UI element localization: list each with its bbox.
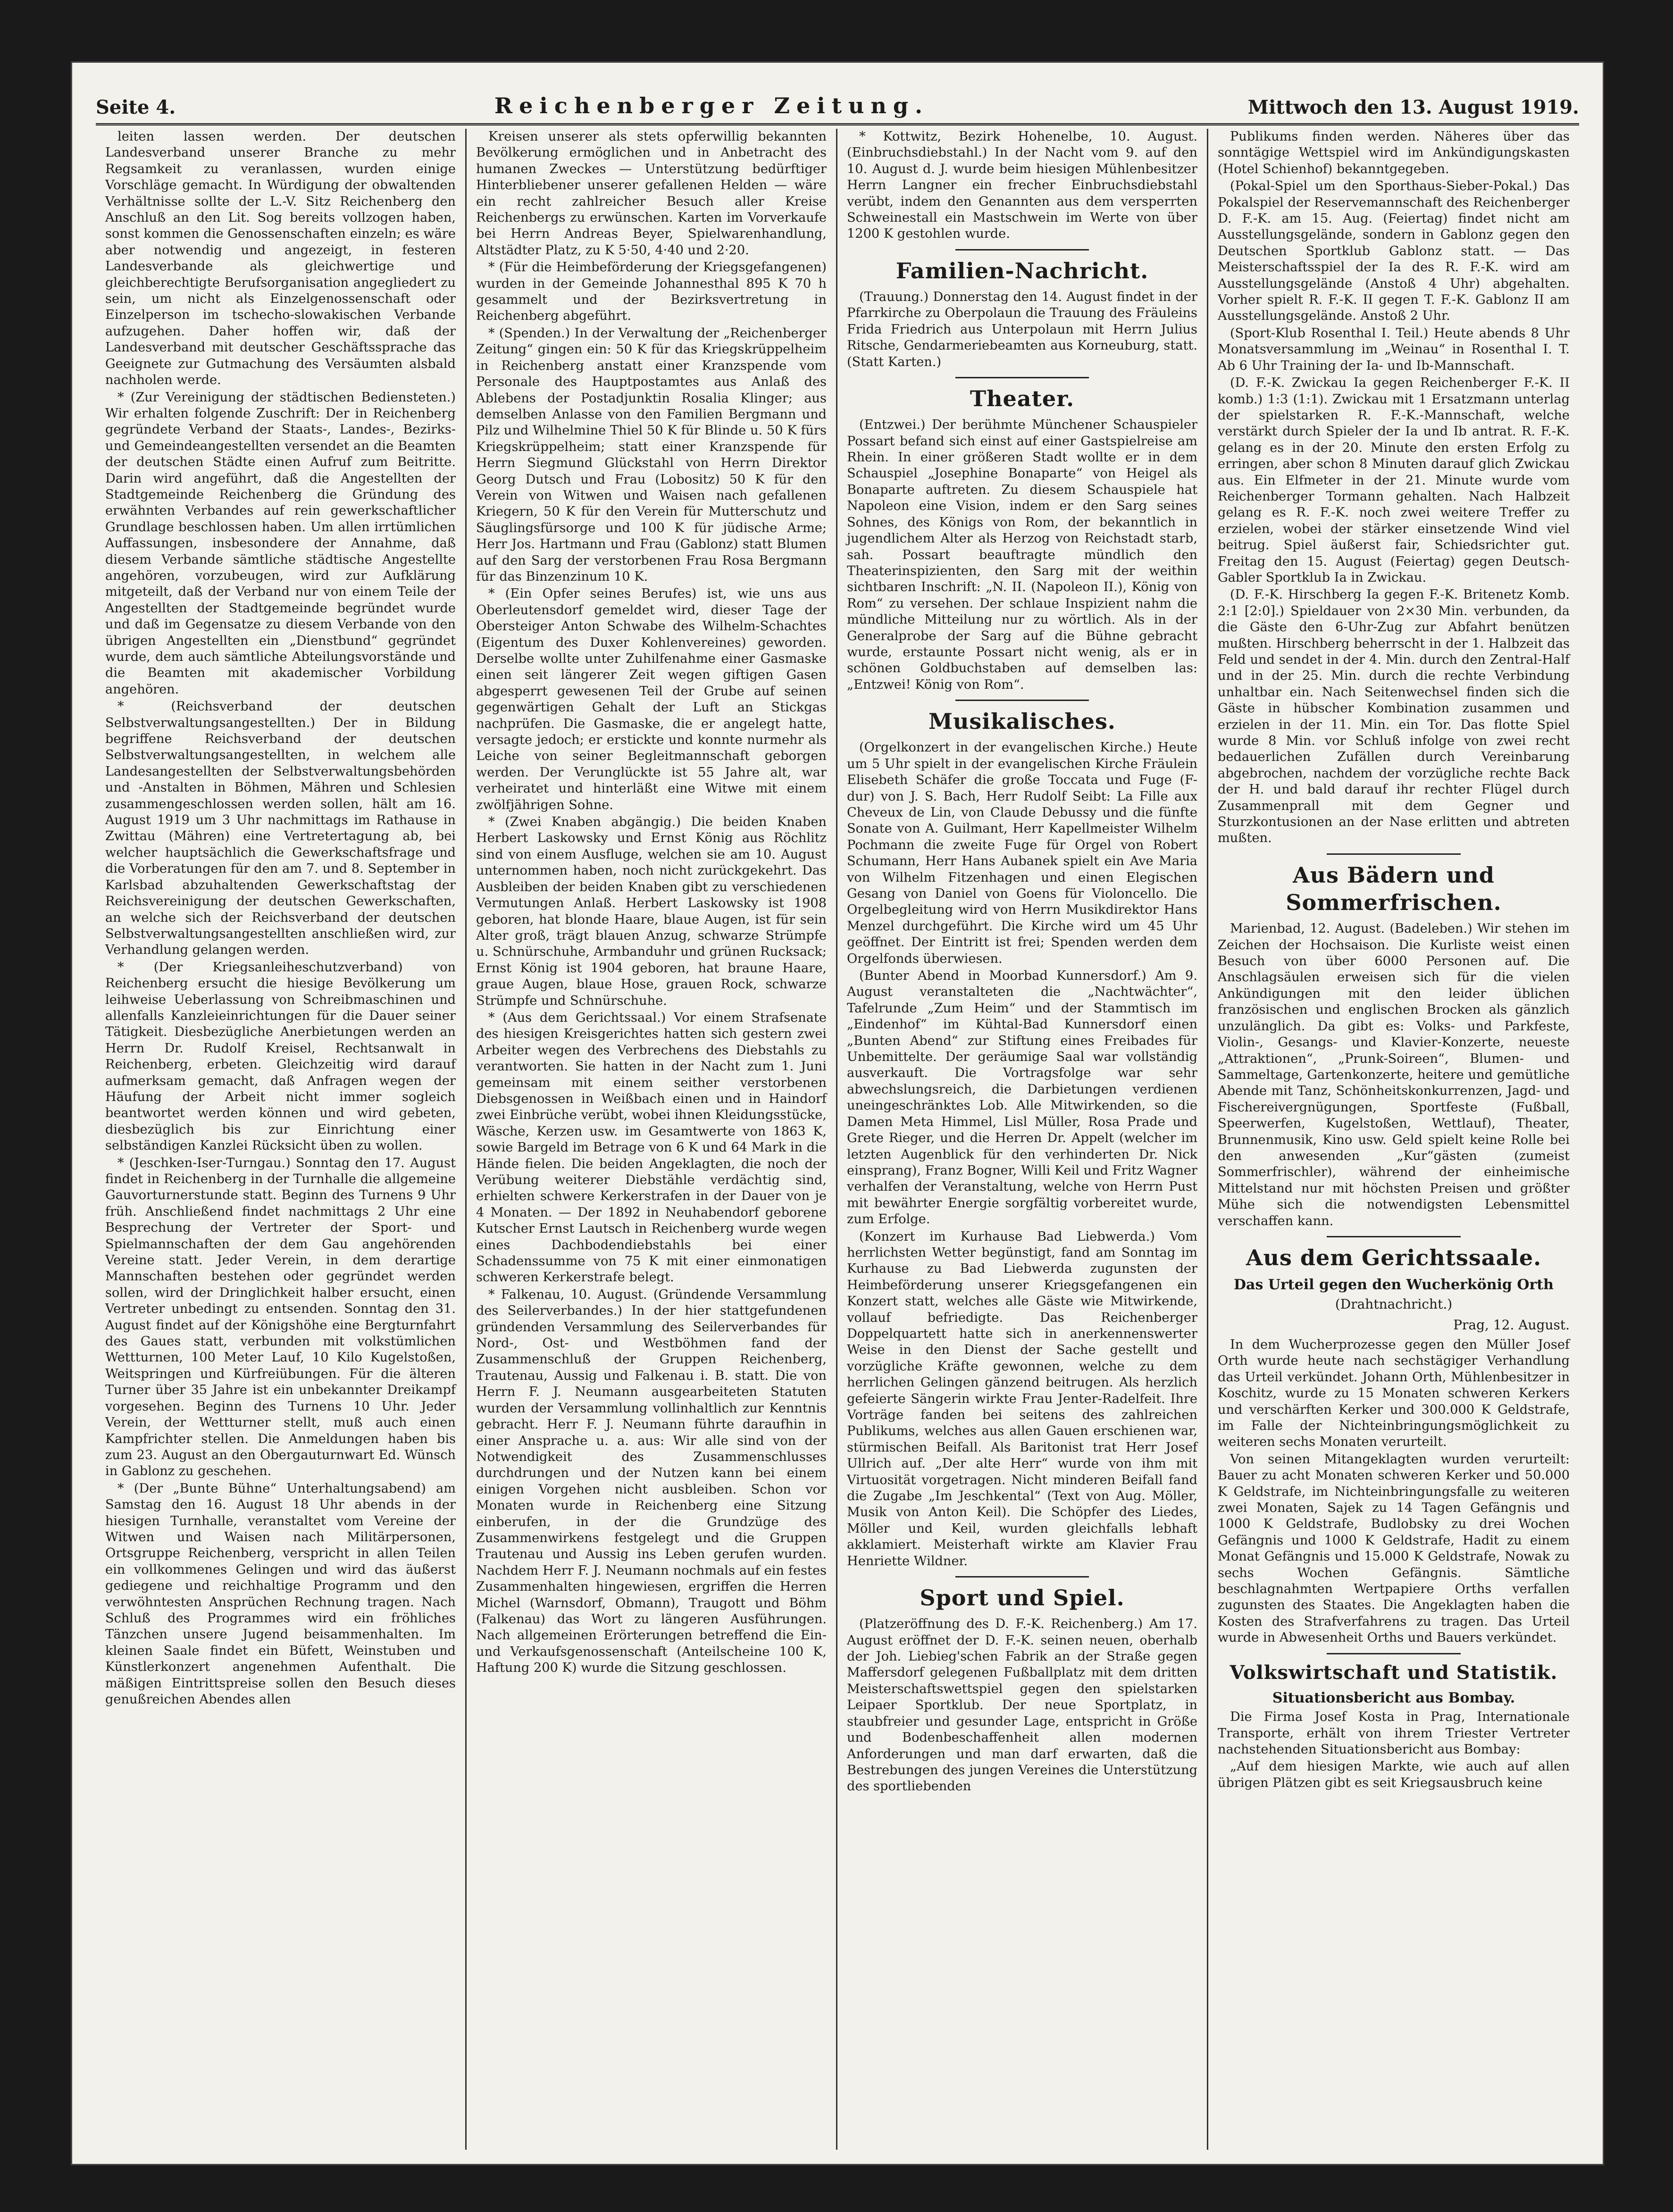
columns [96,129,1579,2150]
page-number: Seite 4. [96,96,176,118]
article-paragraph: In dem Wucherprozesse gegen den Müller Josef Orth wurde heute nach sechstägiger Verhandlung das Urteil verkündet. Johann Orth, Mühlenbesitzer in Koschitz, wurde zu 15 Monaten schweren Kerkers und verschärften Kerker und 300.000 K Geldstrafe, im Falle der Nichteinbringungsmöglichkeit zu weiteren sechs Monaten verurteilt. [1218,1337,1570,1450]
dateline: Prag, 12. August. [1453,1317,1570,1333]
newspaper-title: Reichenberger Zeitung. [494,93,929,118]
article-paragraph: * (Jeschken-Iser-Turngau.) Sonntag den 17. August findet in Reichenberg in der Turnhalle die allgemeine Gauvorturnerstunde statt. Beginn des Turnens 9 Uhr früh. Anschließend findet nachmittags 2 Uhr eine Besprechung der Vertreter der Sport- und Spielmannschaften der dem Gau angehörenden Vereine statt. Jeder Verein, in dem derartige Mannschaften bestehen oder gegründet werden sollen, wird der Dringlichkeit halber ersucht, einen Vertreter unbedingt zu entsenden. Sonntag den 31. August findet auf der Königshöhe eine Bergturnfahrt des Gaues statt, verbunden mit volkstümlichen Wettturnen, 100 Meter Lauf, 10 Kilo Kugelstoßen, Weitspringen und Kürfreiübungen. Für die älteren Turner über 35 Jahre ist ein unbekannter Dreikampf vorgesehen. Beginn des Turnens 10 Uhr. Jeder Verein, der Wettturner stellt, muß auch einen Kampfrichter stellen. Die Anmeldungen haben bis zum 23. August an den Obergauturnwart Ed. Wünsch in Gablonz zu geschehen. [105,1155,456,1479]
article-paragraph: „Auf dem hiesigen Markte, wie auch auf allen übrigen Plätzen gibt es seit Kriegsausbruch keine [1218,1759,1570,1790]
article-paragraph: (Platzeröffnung des D. F.-K. Reichenberg.) Am 17. August eröffnet der D. F.-K. seinen neuen, oberhalb der Joh. Liebieg'schen Fabrik an der Straße gegen Maffersdorf gelegenen Fußballplatz mit dem dritten Meisterschaftswettspiel gegen den spielstarken Leipaer Sportklub. Der neue Sportplatz, in staubfreier und gesunder Lage, entspricht in Größe und Bodenbeschaffenheit allen modernen Anforderungen und man darf erwarten, daß die Bestrebungen des jungen Vereines die Unterstützung des sportliebenden [847,1617,1197,1794]
article-paragraph: * (Der „Bunte Bühne“ Unterhaltungsabend) am Samstag den 16. August 18 Uhr abends in der hiesigen Turnhalle, veranstaltet vom Vereine der Witwen und Waisen nach Militärpersonen, Ortsgruppe Reichenberg, verspricht in allen Teilen ein vollkommenes Gelingen und wird das äußerst gediegene und reichhaltige Programm und den verwöhntesten Ansprüchen Rechnung tragen. Nach Schluß des Programmes wird ein fröhliches Tänzchen unsere Jugend beisammenhalten. Im kleinen Saale findet ein Büfett, Weinstuben und Künstlerkonzert angenehmen Aufenthalt. Die mäßigen Eintrittspreise sollen den Besuch dieses genußreichen Abendes allen [105,1481,456,1707]
article-paragraph: (D. F.-K. Zwickau Ia gegen Reichenberger F.-K. II komb.) 1:3 (1:1). Zwickau mit 1 Ersatzmann unterlag der spielstarken R. F.-K.-Mannschaft, welche verstärkt durch Spieler der Ia und Ib antrat. R. F.-K. gelang es in der 20. Minute den ersten Erfolg zu erringen, aber schon 8 Minuten darauf glich Zwickau aus. Ein Elfmeter in der 21. Minute wurde vom Reichenberger Tormann gehalten. Nach Halbzeit gelang es R. F.-K. noch zwei weitere Treffer zu erzielen, wobei der stärker einsetzende Wind viel beitrug. Spiel äußerst fair, Schiedsrichter gut. Freitag den 15. August (Feiertag) gegen Deutsch-Gabler Sportklub Ia in Zwickau. [1218,376,1570,585]
masthead [96,76,1579,125]
column-1 [96,129,467,2150]
article-paragraph: * Falkenau, 10. August. (Gründende Versammlung des Seilerverbandes.) In der hier stattgefundenen gründenden Versammlung des Seilerverbandes für Nord-, Ost- und Westböhmen fand der Zusammenschluß der Gruppen Reichenberg, Trautenau, Aussig und Falkenau i. B. statt. Die von Herrn F. J. Neumann ausgearbeiteten Statuten wurden der Versammlung vollinhaltlich zur Kenntnis gebracht. Herr F. J. Neumann führte daraufhin in einer Ansprache u. a. aus: Wir alle sind von der Notwendigkeit des Zusammenschlusses durchdrungen und der Nutzen kann bei einem einigen Vorgehen nicht ausbleiben. Schon vor Monaten wurde in Reichenberg eine Sitzung einberufen, in der die Grundzüge des Zusammenwirkens festgelegt und die Gruppen Trautenau und Aussig ins Leben gerufen wurden. Nachdem Herr F. J. Neumann nochmals auf ein festes Zusammenhalten hingewiesen, ergriffen die Herren Michel (Warnsdorf, Obmann), Traugott und Böhm (Falkenau) das Wort zu längeren Ausführungen. Nach allgemeinen Erörterungen betreffend die Ein- und Verkaufsgenossenschaft (Anteilscheine 100 K, Haftung 200 K) wurde die Sitzung geschlossen. [476,1287,827,1676]
newspaper-page [71,61,1604,2165]
article-paragraph: (Entzwei.) Der berühmte Münchener Schauspieler Possart befand sich einst auf einer Gastspielreise am Rhein. In einer größeren Stadt wollte er in dem Schauspiel „Josephine Bonaparte“ von Heigel als Bonaparte auftreten. Zu diesem Schauspiele hat Napoleon eine Vision, indem er den Sarg seines Sohnes, des Königs von Rom, der bekanntlich in jugendlichem Alter als Herzog von Reichstadt starb, sah. Possart beauftragte mündlich den Theaterinspizienten, den Sarg mit der weithin sichtbaren Inschrift: „N. II. (Napoleon II.), König von Rom“ zu versehen. Der schlaue Inspizient nahm die mündliche Mitteilung nur zu wörtlich. Als in der Generalprobe der Sarg auf die Bühne gebracht wurde, erstaunte Possart nicht wenig, als er in schönen Goldbuchstaben auf demselben las: „Entzwei! König von Rom“. [847,417,1197,692]
section-heading: Aus dem Gerichtssaale. [1246,1244,1542,1270]
article-paragraph: (Sport-Klub Rosenthal I. Teil.) Heute abends 8 Uhr Monatsversammlung im „Weinau“ in Rosenthal I. T. Ab 6 Uhr Training der Ia- und Ib-Mannschaft. [1218,326,1570,373]
section-heading: Familien-Nachricht. [895,258,1149,284]
article-paragraph: leiten lassen werden. Der deutschen Landesverband unserer Branche zu mehr Regsamkeit zu veranlassen, wurden einige Vorschläge gemacht. In Würdigung der obwaltenden Verhältnisse sollte der L.-V. Sitz Reichenberg den Anschluß an den Lit. Sog bereits vollzogen haben, sonst kommen die Genossenschaften einzeln; es wäre aber notwendig und angezeigt, in festeren Landesverbande als gleichwertige und gleichberechtigte Berufsorganisation angegliedert zu sein, um nicht als Einzelgenossenschaft oder Einzelperson im tschecho-slowakischen Verbande aufzugehen. Daher hoffen wir, daß der Landesverband mit deutscher Geschäftssprache das Geeignete zur Gutmachung des Versäumten alsbald nachholen werde. [105,129,456,388]
article-paragraph: Publikums finden werden. Näheres über das sonntägige Wettspiel wird im Ankündigungskasten (Hotel Schienhof) bekanntgegeben. [1218,129,1570,176]
article-paragraph: * (Ein Opfer seines Berufes) ist, wie uns aus Oberleutensdorf gemeldet wird, dieser Tage der Obersteiger Anton Schwabe des Wilhelm-Schachtes (Eigentum des Duxer Kohlenvereines) geworden. Derselbe wollte unter Zuhilfenahme einer Gasmaske einen seit längerer Zeit wegen giftigen Gasen abgesperrt gewesenen Teil der Grube auf seinen gegenwärtigen Gehalt der Luft an Stickgas nachprüfen. Die Gasmaske, die er angelegt hatte, versagte jedoch; er erstickte und konnte nurmehr als Leiche von seiner Begleitmannschaft geborgen werden. Der Verunglückte ist 55 Jahre alt, war verheiratet und hinterläßt eine Witwe mit einem zwölfjährigen Sohne. [476,586,827,812]
section-divider [955,700,1088,701]
issue-date: Mittwoch den 13. August 1919. [1247,96,1579,118]
article-paragraph: Kreisen unserer als stets opferwillig bekannten Bevölkerung ermöglichen und in Anbetracht des humanen Zweckes — Unterstützung bedürftiger Hinterbliebener unserer gefallenen Helden — wäre ein recht zahlreicher Besuch aller Kreise Reichenbergs zu erwünschen. Karten im Vorverkaufe bei Herrn Andreas Beyer, Spielwarenhandlung, Altstädter Platz, zu K 5·50, 4·40 und 2·20. [476,129,827,258]
article-paragraph: * (Aus dem Gerichtssaal.) Vor einem Strafsenate des hiesigen Kreisgerichtes hatten sich gestern zwei Arbeiter wegen des Verbrechens des Diebstahls zu verantworten. Sie hatten in der Nacht zum 1. Juni gemeinsam mit einem seither verstorbenen Diebsgenossen in Weißbach einen und in Haindorf zwei Einbrüche verübt, wobei ihnen Kleidungsstücke, Wäsche, Kerzen usw. im Gesamtwerte von 1863 K, sowie Bargeld im Betrage von 6 K und 64 Mark in die Hände fielen. Die beiden Angeklagten, die noch der Verübung weiterer Diebstähle verdächtig sind, erhielten schwere Kerkerstrafen in der Dauer von je 4 Monaten. — Der 1892 in Neuhabendorf geborene Kutscher Ernst Lautsch in Reichenberg wurde wegen eines Dachbodendiebstahls bei einer Schadenssumme von 75 K mit einer einmonatigen schweren Kerkerstrafe belegt. [476,1010,827,1285]
section-heading: Aus Bädern und Sommerfrischen. [1286,862,1502,916]
article-paragraph: (Trauung.) Donnerstag den 14. August findet in der Pfarrkirche zu Oberpolaun die Trauung des Fräuleins Frida Friedrich aus Unterpolaun mit Herrn Julius Ritsche, Gendarmeriebeamten aus Korneuburg, statt. (Statt Karten.) [847,290,1197,369]
article-subheading: Das Urteil gegen den Wucherkönig Orth [1234,1277,1554,1294]
article-paragraph: * (Zur Vereinigung der städtischen Bediensteten.) Wir erhalten folgende Zuschrift: Der in Reichenberg gegründete Verband der Staats-, Landes-, Bezirks- und Gemeindeangestellten versendet an die Beamten der deutschen Städte einen Aufruf zum Beitritte. Darin wird angeführt, daß die Angestellten der Stadtgemeinde Reichenberg die Gründung des erwähnten Verbandes auf rein gewerkschaftlicher Grundlage beschlossen haben. Um allen irrtümlichen Auffassungen, insbesondere der Annahme, daß diesem Verbande sämtliche städtische Angestellte angehören, vorzubeugen, wird zur Aufklärung mitgeteilt, daß der Verband nur von einem Teile der Angestellten der Stadtgemeinde begründet wurde und daß im Gegensatze zu diesem Verbande von den übrigen Angestellten ein „Dienstbund“ gegründet wurde, dem auch sämtliche Abteilungsvorstände und die Beamten mit akademischer Vorbildung angehören. [105,390,456,697]
article-paragraph: (D. F.-K. Hirschberg Ia gegen F.-K. Britenetz Komb. 2:1 [2:0].) Spieldauer von 2×30 Min. verbunden, da die Gäste den 6-Uhr-Zug zur Abfahrt benützen mußten. Hirschberg beherrscht in der 1. Halbzeit das Feld und sendet in der 4. Min. durch den Zentral-Half und in der 25. Min. durch die rechte Verbindung unhaltbar ein. Nach Seitenwechsel finden sich die Gäste in hübscher Kombination zusammen und erzielen in der 11. Min. ein Tor. Das flotte Spiel wurde 8 Min. vor Schluß infolge von zwei recht bedauerlichen Zufällen durch Vereinbarung abgebrochen, nachdem der vorzügliche rechte Back der H. und bald darauf ihr rechter Flügel durch Zusammenprall mit dem Gegner und Sturzkontusionen an der Nase erlitten und abtreten mußten. [1218,587,1570,846]
section-heading: Volkswirtschaft und Statistik. [1230,1661,1558,1684]
section-heading: Sport und Spiel. [920,1585,1125,1611]
column-2 [467,129,837,2150]
article-paragraph: (Pokal-Spiel um den Sporthaus-Sieber-Pokal.) Das Pokalspiel der Reservemannschaft des Reichenberger D. F.-K. am 15. Aug. (Feiertag) findet nicht am Ausstellungsgelände, sondern in Gablonz gegen den Deutschen Sportklub Gablonz statt. — Das Meisterschaftsspiel der Ia des R. F.-K. wird am Ausstellungsgelände (Anstoß 4 Uhr) abgehalten. Vorher spielt R. F.-K. II gegen T. F.-K. Gablonz II am Ausstellungsgelände. Anstoß 2 Uhr. [1218,179,1570,324]
section-divider [955,1576,1088,1578]
section-divider [1327,1236,1460,1237]
article-paragraph: Marienbad, 12. August. (Badeleben.) Wir stehen im Zeichen der Hochsaison. Die Kurliste weist einen Besuch von über 6000 Personen auf. Die Anschlagsäulen erweisen sich für die vielen Ankündigungen mit den leider üblichen französischen und englischen Brocken als gänzlich unzulänglich. Da gibt es: Volks- und Parkfeste, Violin-, Gesangs- und Klavier-Konzerte, neueste „Attraktionen“, „Prunk-Soireen“, Blumen- und Sammeltage, Gartenkonzerte, heitere und gemütliche Abende mit Tanz, Schönheitskonkurrenzen, Jagd- und Fischereivergnügungen, Sportfeste (Fußball, Speerwerfen, Kugelstoßen, Wettlauf), Theater, Brunnenmusik, Kino usw. Geld spielt keine Rolle bei den anwesenden „Kur“gästen (zumeist Sommerfrischler), während der einheimische Mittelstand nur mit höchsten Preisen und größter Mühe sich die notwendigsten Lebensmittel verschaffen kann. [1218,921,1570,1228]
article-paragraph: Von seinen Mitangeklagten wurden verurteilt: Bauer zu acht Monaten schweren Kerker und 50.000 K Geldstrafe, im Nichteinbringungsfalle zu weiteren zwei Monaten, Sajek zu 14 Tagen Gefängnis und 1000 K Geldstrafe, Budlobsky zu drei Wochen Gefängnis und 1000 K Geldstrafe, Hadit zu einem Monat Gefängnis und 15.000 K Geldstrafe, Nowak zu sechs Wochen Gefängnis. Sämtliche beschlagnahmten Wertpapiere Orths verfallen zugunsten des Staates. Die Angeklagten haben die Kosten des Strafverfahrens zu tragen. Das Urteil wurde in Abwesenheit Orths und Bauers verkündet. [1218,1452,1570,1645]
article-paragraph: (Konzert im Kurhause Bad Liebwerda.) Vom herrlichsten Wetter begünstigt, fand am Sonntag im Kurhause zu Bad Liebwerda zugunsten der Heimbeförderung unserer Kriegsgefangenen ein Konzert statt, welches alle Gäste wie Mitwirkende, vollauf befriedigte. Das Reichenberger Doppelquartett hatte sich in anerkennenswerter Weise in den Dienst der Sache gestellt und vorzügliche Kräfte gewonnen, welche zu dem herrlichen Gelingen gänzend beitrugen. Als herzlich gefeierte Sängerin wirkte Frau Jenter-Radelfeit. Ihre Vorträge fanden bei seitens des zahlreichen Publikums, welches aus allen Gauen erschienen war, stürmischen Beifall. Als Baritonist trat Herr Josef Ullrich auf. „Der alte Herr“ wurde von ihm mit Virtuosität vorgetragen. Nicht minderen Beifall fand die Zugabe „Im Jeschkental“ (Text von Aug. Möller, Musik von Anton Keil). Die Schöpfer des Liedes, Möller und Keil, wurden gleichfalls lebhaft akklamiert. Meisterhaft wirkte am Klavier Frau Henriette Wildner. [847,1229,1197,1569]
article-subheading: Situationsbericht aus Bombay. [1272,1690,1515,1707]
section-divider [1327,853,1460,855]
article-paragraph: (Bunter Abend in Moorbad Kunnersdorf.) Am 9. August veranstalteten die „Nachtwächter“, Tafelrunde „Zum Heim“ und der Stammtisch im „Eindenhof“ im Kühtal-Bad Kunnersdorf einen „Bunten Abend“ zur Stiftung eines Freibades für Unbemittelte. Der geräumige Saal war vollständig ausverkauft. Die Vortragsfolge war sehr abwechslungsreich, die Darbietungen verdienen uneingeschränktes Lob. Alle Mitwirkenden, so die Damen Meta Himmel, Lisl Müller, Rosa Prade und Grete Rieger, und die Herren Dr. Appelt (welcher im letzten Augenblick für den verhinderten Dr. Nick einsprang), Franz Bogner, Willi Keil und Fritz Wagner verhalfen der Veranstaltung, welche von Herrn Pust mit bewährter Energie sorgfältig vorbereitet wurde, zum Erfolge. [847,968,1197,1227]
article-paragraph: * Kottwitz, Bezirk Hohenelbe, 10. August. (Einbruchsdiebstahl.) In der Nacht vom 9. auf den 10. August d. J. wurde beim hiesigen Mühlenbesitzer Herrn Langner ein frecher Einbruchsdiebstahl verübt, indem den Genannten aus dem versperrten Schweinestall ein Mastschwein im Werte von über 1200 K gestohlen wurde. [847,129,1197,242]
section-heading: Theater. [970,386,1075,412]
column-4 [1208,129,1579,2150]
section-divider [955,249,1088,250]
article-paragraph: * (Für die Heimbeförderung der Kriegsgefangenen) wurden in der Gemeinde Johannesthal 895 K 70 h gesammelt und der Bezirksvertretung in Reichenberg abgeführt. [476,260,827,324]
article-paragraph: (Orgelkonzert in der evangelischen Kirche.) Heute um 5 Uhr spielt in der evangelischen Kirche Fräulein Elisebeth Schäfer die große Toccata und Fuge (F-dur) von J. S. Bach, Herr Rudolf Seibt: La Fille aux Cheveux de Lin, von Claude Debussy und die fünfte Sonate von A. Guilmant, Herr Kapellmeister Wilhelm Pochmann die zweite Fuge für Orgel von Robert Schumann, Herr Hans Aubanek spielt ein Ave Maria von Wilhelm Fitzenhagen und einen Elegischen Gesang von Daniel von Goens für Violoncello. Die Orgelbegleitung wird von Herrn Musikdirektor Hans Menzel durchgeführt. Die Kirche wird um 45 Uhr geöffnet. Der Eintritt ist frei; Spenden werden dem Orgelfonds überwiesen. [847,740,1197,966]
article-paragraph: Die Firma Josef Kosta in Prag, Internationale Transporte, erhält von ihrem Triester Vertreter nachstehenden Situationsbericht aus Bombay: [1218,1710,1570,1757]
section-divider [955,377,1088,378]
section-divider [1327,1653,1460,1654]
article-paragraph: * (Der Kriegsanleiheschutzverband) von Reichenberg ersucht die hiesige Bevölkerung um leihweise Ueberlassung von Schreibmaschinen und allenfalls Kanzleieinrichtungen für die Dauer seiner Tätigkeit. Diesbezügliche Anerbietungen werden an Herrn Dr. Rudolf Kreisel, Rechtsanwalt in Reichenberg, erbeten. Gleichzeitig wird darauf aufmerksam gemacht, daß Anfragen wegen der Häufung der Arbeit nicht immer sogleich beantwortet werden können und wird gebeten, diesbezüglich bis zur Einrichtung einer selbständigen Kanzlei Rücksicht üben zu wollen. [105,960,456,1153]
section-heading: Musikalisches. [929,709,1116,735]
article-paragraph: * (Zwei Knaben abgängig.) Die beiden Knaben Herbert Laskowsky und Ernst König aus Röchlitz sind von einem Ausfluge, welchen sie am 10. August unternommen haben, noch nicht zurückgekehrt. Das Ausbleiben der beiden Knaben gibt zu verschiedenen Vermutungen Anlaß. Herbert Laskowsky ist 1908 geboren, hat blonde Haare, blaue Augen, ist für sein Alter groß, trägt blauen Anzug, schwarze Strümpfe u. Schnürschuhe, Armbanduhr und grünen Rucksack; Ernst König ist 1904 geboren, hat braune Haare, graue Augen, blaue Hose, grauen Rock, schwarze Strümpfe und Schnürschuhe. [476,815,827,1008]
article-paragraph: * (Spenden.) In der Verwaltung der „Reichenberger Zeitung“ gingen ein: 50 K für das Kriegskrüppelheim in Reichenberg anstatt einer Kranzspende vom Personale des Hauptpostamtes aus Anlaß des Ablebens der Postadjunktin Rosalia Klinger; aus demselben Anlasse von den Familien Bergmann und Pilz und Wilhelmine Thiel 50 K für Blinde u. 50 K fürs Kriegskrüppelheim; statt einer Kranzspende für Herrn Siegmund Glückstahl von Herrn Direktor Georg Dutsch und Frau (Lobositz) 50 K für den Verein von Witwen und Waisen nach gefallenen Kriegern, 50 K für den Verein für Mutterschutz und Säuglingsfürsorge und 100 K für jüdische Arme; Herr Jos. Hartmann und Frau (Gablonz) statt Blumen auf den Sarg der verstorbenen Frau Rosa Bergmann für das Binzenzinum 10 K. [476,326,827,584]
column-3 [837,129,1208,2150]
article-note: (Drahtnachricht.) [1335,1296,1453,1312]
article-paragraph: * (Reichsverband der deutschen Selbstverwaltungsangestellten.) Der in Bildung begriffene Reichsverband der deutschen Selbstverwaltungsangestellten, in welchem alle Landesangestellten der Selbstverwaltungsbehörden und -Anstalten in Böhmen, Mähren und Schlesien zusammengeschlossen werden sollen, hält am 16. August 1919 um 3 Uhr nachmittags im Rathause in Zwittau (Mähren) eine Vertretertagung ab, bei welcher hauptsächlich die Gewerkschaftsfrage und die Vorberatungen für den am 7. und 8. September in Karlsbad abzuhaltenden Gewerkschaftstag der Reichsvereinigung der deutschen Gewerkschaften, an welche sich der Reichsverband der deutschen Selbstverwaltungsangestellten anschließen wird, zur Verhandlung gelangen werden. [105,699,456,958]
